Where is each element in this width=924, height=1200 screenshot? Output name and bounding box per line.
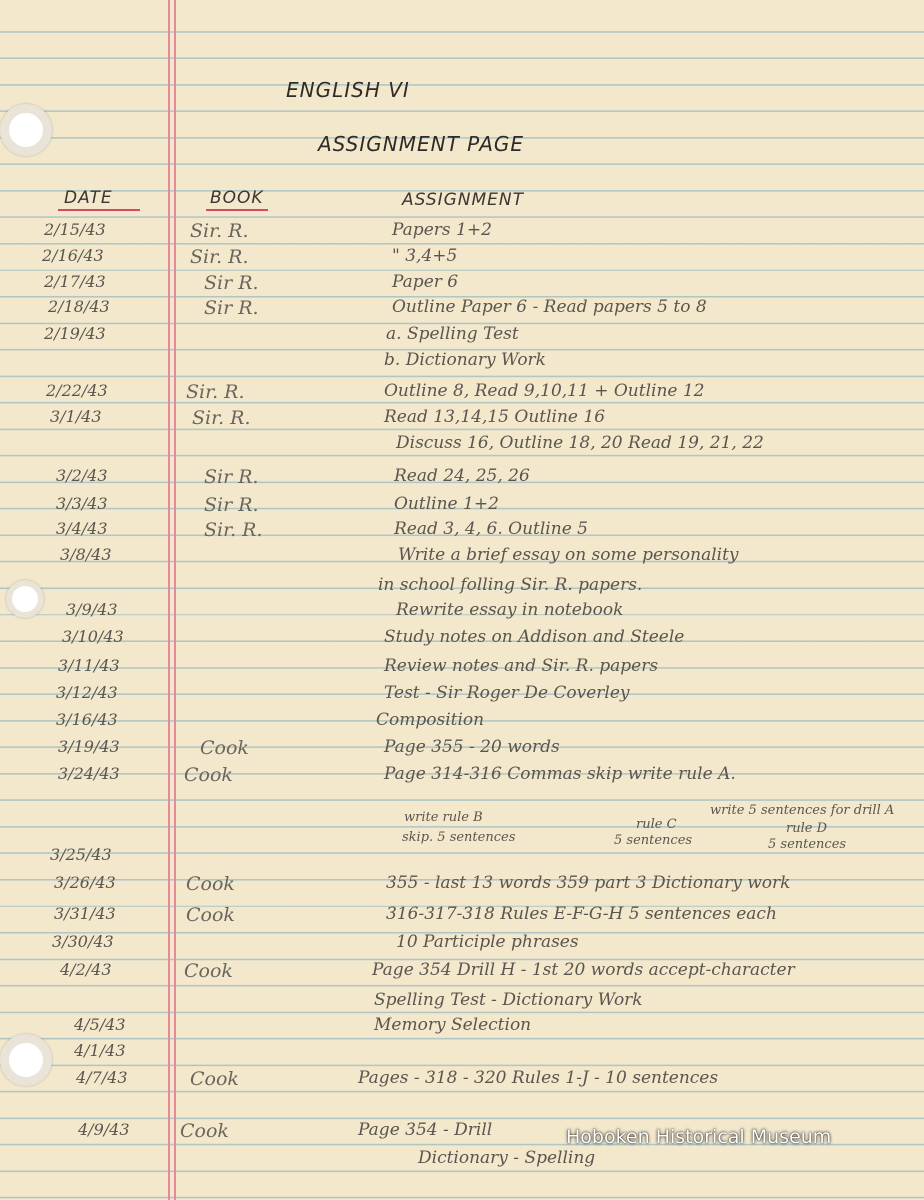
row-assignment: Review notes and Sir. R. papers — [384, 656, 659, 676]
note-rule-c: rule C — [636, 817, 677, 832]
row-date: 3/12/43 — [56, 683, 118, 702]
row-book: Cook — [200, 737, 249, 759]
row-book: Cook — [186, 873, 235, 895]
row-book: Cook — [184, 764, 233, 786]
row-date: 4/5/43 — [74, 1015, 126, 1034]
row-assignment: " 3,4+5 — [392, 246, 458, 266]
row-date: 4/9/43 — [78, 1120, 130, 1139]
row-assignment: Outline Paper 6 - Read papers 5 to 8 — [392, 297, 707, 317]
row-book: Sir. R. — [204, 519, 263, 541]
row-assignment: Memory Selection — [374, 1015, 532, 1035]
row-date: 3/1/43 — [50, 407, 102, 426]
note-rule-d-sentences: 5 sentences — [768, 837, 847, 852]
row-date: 3/24/43 — [58, 764, 120, 783]
row-assignment: Write a brief essay on some personality — [398, 545, 739, 565]
note-rule-c-sentences: 5 sentences — [614, 833, 693, 848]
row-date: 2/17/43 — [44, 272, 106, 291]
row-date: 3/25/43 — [50, 845, 112, 864]
row-assignment: 316-317-318 Rules E-F-G-H 5 sentences each — [386, 904, 777, 924]
book-header-underline — [206, 209, 268, 211]
note-rule-d: rule D — [786, 821, 827, 836]
row-assignment: Read 3, 4, 6. Outline 5 — [394, 519, 588, 539]
row-assignment: b. Dictionary Work — [384, 350, 546, 370]
row-date: 3/9/43 — [66, 600, 118, 619]
row-book: Sir R. — [204, 272, 259, 294]
row-date: 3/3/43 — [56, 494, 108, 513]
row-date: 3/16/43 — [56, 710, 118, 729]
row-assignment: Page 355 - 20 words — [384, 737, 560, 757]
row-book: Cook — [184, 960, 233, 982]
row-date: 3/10/43 — [62, 627, 124, 646]
row-assignment: Composition — [376, 710, 485, 730]
row-date: 3/4/43 — [56, 519, 108, 538]
row-assignment: Read 13,14,15 Outline 16 — [384, 407, 606, 427]
row-assignment: Page 314-316 Commas skip write rule A. — [384, 764, 736, 784]
row-book: Sir. R. — [190, 220, 249, 242]
row-book: Sir. R. — [192, 407, 251, 429]
date-header: DATE — [64, 188, 113, 208]
row-date: 2/18/43 — [48, 297, 110, 316]
assignment-header: ASSIGNMENT — [402, 190, 525, 210]
row-date: 3/19/43 — [58, 737, 120, 756]
row-book: Cook — [190, 1068, 239, 1090]
left-margin-line — [168, 0, 170, 1200]
row-assignment: Discuss 16, Outline 18, 20 Read 19, 21, 22 — [396, 433, 764, 453]
row-assignment: Dictionary - Spelling — [418, 1148, 596, 1168]
page-title: ENGLISH VI — [286, 78, 410, 102]
note-write-rule-b: write rule B — [404, 810, 483, 825]
page-subtitle: ASSIGNMENT PAGE — [318, 132, 525, 156]
row-assignment: Study notes on Addison and Steele — [384, 627, 685, 647]
row-assignment: Outline 1+2 — [394, 494, 499, 514]
row-book: Sir. R. — [186, 381, 245, 403]
row-date: 3/30/43 — [52, 932, 114, 951]
row-book: Sir R. — [204, 466, 259, 488]
date-header-underline — [58, 209, 140, 211]
row-date: 2/22/43 — [46, 381, 108, 400]
note-write-5-sentences: write 5 sentences for drill A — [710, 803, 895, 818]
row-assignment: Test - Sir Roger De Coverley — [384, 683, 630, 703]
row-book: Cook — [186, 904, 235, 926]
binder-hole-bottom — [0, 1034, 52, 1086]
row-assignment: in school folling Sir. R. papers. — [378, 575, 643, 595]
note-skip-5-sentences: skip. 5 sentences — [402, 830, 516, 845]
row-date: 4/1/43 — [74, 1041, 126, 1060]
row-date: 2/16/43 — [42, 246, 104, 265]
row-date: 3/2/43 — [56, 466, 108, 485]
left-margin-line-2 — [174, 0, 176, 1200]
binder-hole-top — [0, 104, 52, 156]
row-date: 4/7/43 — [76, 1068, 128, 1087]
book-header: BOOK — [210, 188, 264, 208]
row-assignment: Outline 8, Read 9,10,11 + Outline 12 — [384, 381, 705, 401]
row-book: Cook — [180, 1120, 229, 1142]
row-assignment: 355 - last 13 words 359 part 3 Dictionary work — [386, 873, 791, 893]
row-date: 4/2/43 — [60, 960, 112, 979]
row-date: 2/15/43 — [44, 220, 106, 239]
row-assignment: Papers 1+2 — [392, 220, 492, 240]
row-date: 2/19/43 — [44, 324, 106, 343]
row-assignment: Page 354 Drill H - 1st 20 words accept-character — [372, 960, 795, 980]
row-book: Sir. R. — [190, 246, 249, 268]
row-assignment: Page 354 - Drill — [358, 1120, 493, 1140]
row-assignment: Paper 6 — [392, 272, 459, 292]
row-date: 3/31/43 — [54, 904, 116, 923]
row-date: 3/8/43 — [60, 545, 112, 564]
row-assignment: 10 Participle phrases — [396, 932, 579, 952]
row-assignment: Spelling Test - Dictionary Work — [374, 990, 643, 1010]
row-date: 3/11/43 — [58, 656, 120, 675]
binder-hole-middle — [6, 580, 44, 618]
row-assignment: a. Spelling Test — [386, 324, 519, 344]
row-assignment: Rewrite essay in notebook — [396, 600, 624, 620]
row-book: Sir R. — [204, 297, 259, 319]
row-book: Sir R. — [204, 494, 259, 516]
row-assignment: Read 24, 25, 26 — [394, 466, 530, 486]
row-assignment: Pages - 318 - 320 Rules 1-J - 10 sentences — [358, 1068, 719, 1088]
watermark: Hoboken Historical Museum — [566, 1126, 832, 1148]
row-date: 3/26/43 — [54, 873, 116, 892]
